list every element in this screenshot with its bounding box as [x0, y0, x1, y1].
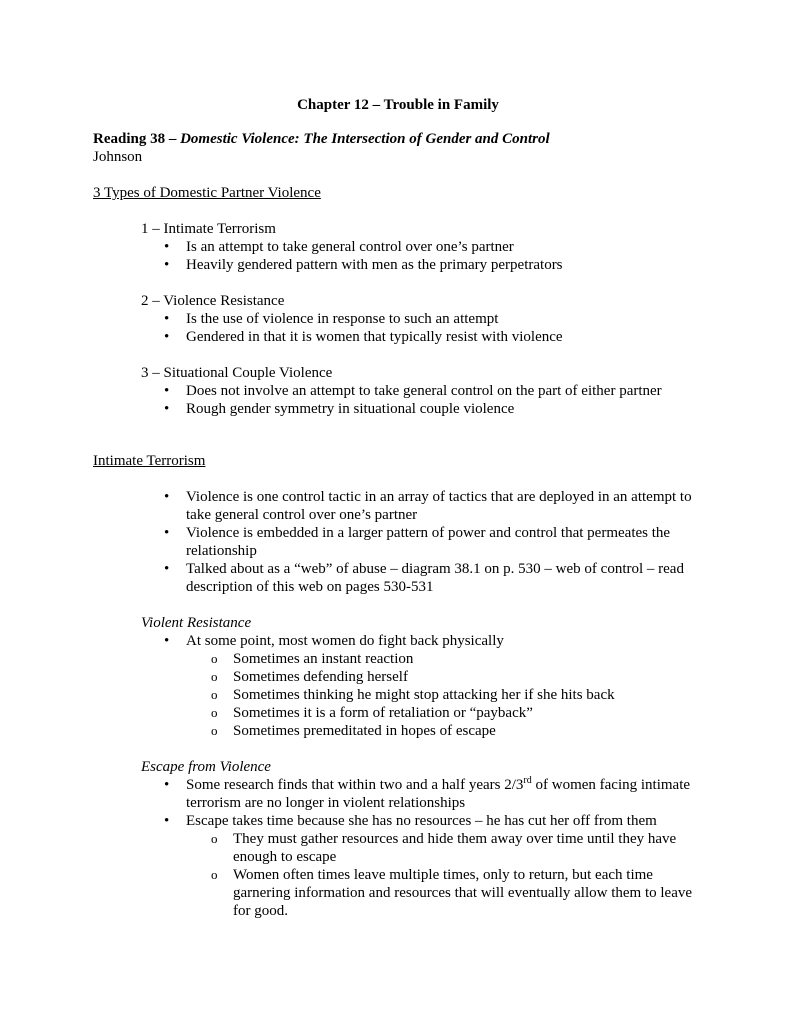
- intimate-terrorism-bullets: [93, 488, 703, 596]
- types-heading: 3 Types of Domestic Partner Violence: [93, 185, 321, 201]
- sub-list-item: o Sometimes premeditated in hopes of escape: [93, 722, 703, 740]
- sub-list-item: o Sometimes thinking he might stop attacking her if she hits back: [93, 686, 703, 704]
- list-item: • Is the use of violence in response to such an attempt: [93, 310, 703, 328]
- sub-list-item: o They must gather resources and hide them away over time until they have enough to escape: [93, 830, 703, 866]
- superscript: rd: [523, 775, 532, 786]
- type-heading-2: 2 – Violence Resistance: [141, 293, 285, 309]
- intimate-terrorism-heading: Intimate Terrorism: [93, 453, 206, 469]
- list-item: • Rough gender symmetry in situational couple violence: [93, 400, 703, 418]
- type-heading-3: 3 – Situational Couple Violence: [141, 365, 333, 381]
- list-item: • Talked about as a “web” of abuse – diagram 38.1 on p. 530 – web of control – read description of this web on pages 530-531: [93, 560, 703, 596]
- list-item: • Is an attempt to take general control over one’s partner: [93, 238, 703, 256]
- list-item: • Escape takes time because she has no resources – he has cut her off from them: [93, 812, 703, 830]
- reading-line: [93, 130, 703, 148]
- document-page: [93, 96, 703, 920]
- sub-list-item: o Sometimes it is a form of retaliation or “payback”: [93, 704, 703, 722]
- type-2-bullets: [93, 310, 703, 346]
- reading-title: Domestic Violence: The Intersection of Gender and Control: [180, 131, 550, 147]
- violent-resistance-bullets: [93, 632, 703, 740]
- type-heading-1: 1 – Intimate Terrorism: [141, 221, 276, 237]
- list-item: • Violence is embedded in a larger pattern of power and control that permeates the relationship: [93, 524, 703, 560]
- list-item: • At some point, most women do fight back physically: [93, 632, 703, 650]
- escape-heading: Escape from Violence: [141, 759, 271, 775]
- reading-header: [93, 130, 703, 166]
- sub-list-item: o Sometimes defending herself: [93, 668, 703, 686]
- sub-list-item: o Sometimes an instant reaction: [93, 650, 703, 668]
- escape-bullet-1-text-cont: of women facing intimate terrorism are no longer in violent relationships: [186, 777, 691, 811]
- chapter-title: Chapter 12 – Trouble in Family: [297, 97, 499, 113]
- reading-author: Johnson: [93, 149, 143, 165]
- violent-resistance-heading: Violent Resistance: [141, 615, 252, 631]
- list-item: • Violence is one control tactic in an array of tactics that are deployed in an attempt to take general control over one’s partner: [93, 488, 703, 524]
- list-item: • Does not involve an attempt to take general control on the part of either partner: [93, 382, 703, 400]
- escape-bullet-1-text: Some research finds that within two and a half years 2/3: [186, 777, 524, 793]
- type-3-bullets: [93, 382, 703, 418]
- escape-bullets: [93, 776, 703, 920]
- list-item: • Heavily gendered pattern with men as the primary perpetrators: [93, 256, 703, 274]
- sub-list-item: o Women often times leave multiple times, only to return, but each time garnering information and resources that will eventually allow them to leave for good.: [93, 866, 703, 920]
- type-1-bullets: [93, 238, 703, 274]
- list-item: [93, 776, 703, 812]
- list-item: • Gendered in that it is women that typically resist with violence: [93, 328, 703, 346]
- reading-label: Reading 38 –: [93, 131, 181, 147]
